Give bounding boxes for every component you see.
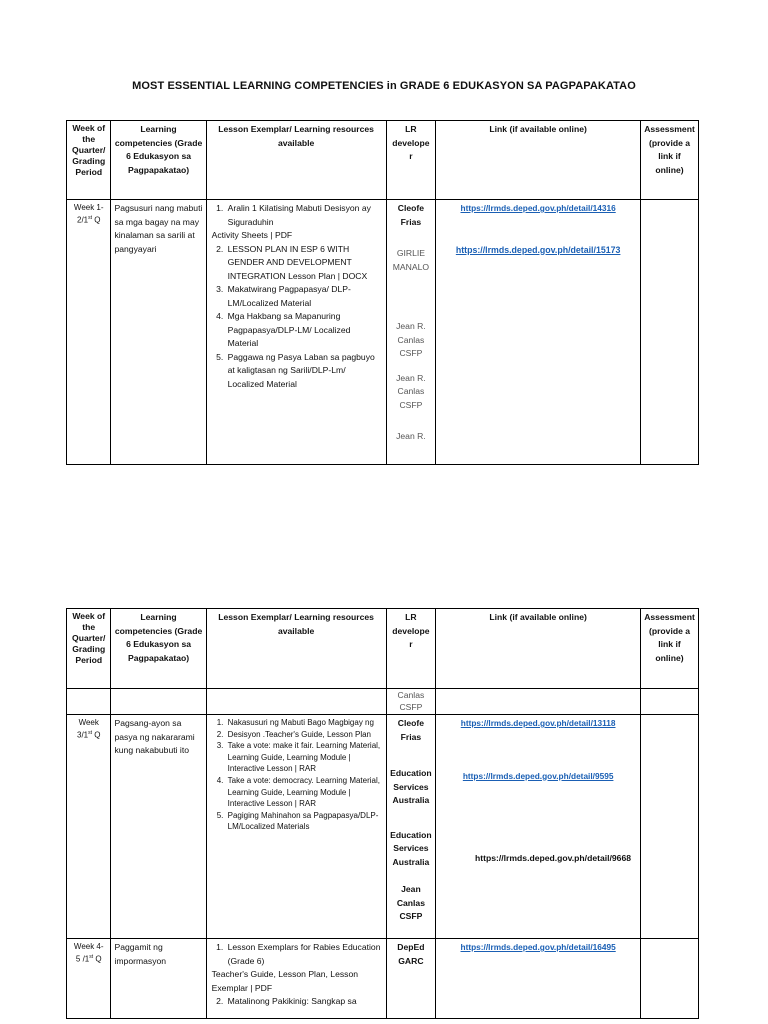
week-sup: st [88, 730, 93, 736]
lesson-item: 3. Take a vote: make it fair. Learning Material, Learning Guide, Learning Module | Interactive Lesson | RAR [226, 740, 383, 775]
lesson-item [211, 941, 383, 995]
week-label: Week 4- [73, 942, 104, 951]
lr-developer: DepEd GARC [397, 942, 425, 966]
assessment-cell [641, 689, 699, 715]
lr-developer: Education Services Australia [390, 768, 432, 805]
lr-developer: GIRLIE MANALO [392, 248, 430, 272]
lr-developer: Cleofe Frias [397, 718, 425, 742]
lesson-item: 2. Matalinong Pakikinig: Sangkap sa [226, 995, 383, 1009]
resource-link[interactable]: https://lrmds.deped.gov.ph/detail/9595 [462, 770, 614, 781]
lesson-cell [206, 200, 386, 465]
competency-cell: Pagsusuri nang mabuti sa mga bagay na may kinalaman sa sarili at pangyayari [111, 200, 206, 465]
competency-cell: Paggamit ng impormasyon [111, 939, 206, 1019]
resource-link[interactable]: https://lrmds.deped.gov.ph/detail/16495 [460, 942, 616, 952]
table-row [67, 689, 699, 715]
header-lesson: Lesson Exemplar/ Learning resources available [206, 609, 386, 689]
header-week: Week of the Quarter/ Grading Period [67, 121, 111, 200]
competencies-table-2 [66, 608, 699, 1019]
lesson-cell [206, 689, 386, 715]
header-competencies: Learning competencies (Grade 6 Edukasyon sa Pagpapakatao) [111, 609, 206, 689]
lr-developer-cell [386, 939, 436, 1019]
header-row [67, 121, 699, 200]
header-competencies: Learning competencies (Grade 6 Edukasyon sa Pagpapakatao) [111, 121, 206, 200]
header-link: Link (if available online) [436, 609, 641, 689]
header-assessment: Assessment (provide a link if online) [641, 609, 699, 689]
resource-link[interactable]: https://lrmds.deped.gov.ph/detail/13118 [460, 718, 616, 728]
table-row [67, 939, 699, 1019]
header-lr-developer: LR develope r [386, 121, 436, 200]
week-cell [67, 715, 111, 939]
competencies-table-1 [66, 120, 699, 465]
lesson-item-continuation: Activity Sheets | PDF [211, 230, 293, 240]
lesson-item: 1. Nakasusuri ng Mabuti Bago Magbigay ng [226, 717, 383, 729]
lesson-item-text: Aralin 1 Kilatising Mabuti Desisyon ay Siguraduhin [227, 203, 371, 227]
lesson-item: 5. Paggawa ng Pasya Laban sa pagbuyo at kaligtasan ng Sarili/DLP-Lm/ Localized Material [226, 351, 383, 392]
header-lr-developer: LR develope r [386, 609, 436, 689]
table-row [67, 200, 699, 465]
week-cell [67, 939, 111, 1019]
week-quarter: Q [92, 730, 101, 740]
week-quarter: Q [92, 215, 101, 225]
lr-developer: Education Services Australia [390, 829, 432, 867]
assessment-cell [641, 715, 699, 939]
lesson-item: 4. Take a vote: democracy. Learning Material, Learning Guide, Learning Module | Interactive Lesson | RAR [226, 775, 383, 810]
lesson-item-continuation: Teacher's Guide, Lesson Plan, Lesson Exemplar | PDF [211, 969, 359, 993]
header-link: Link (if available online) [436, 121, 641, 200]
document-title: MOST ESSENTIAL LEARNING COMPETENCIES in GRADE 6 EDUKASYON SA PAGPAPAKATAO [132, 80, 636, 92]
lr-developer-cell [386, 715, 436, 939]
link-cell [436, 939, 641, 1019]
lesson-item-text: Lesson Exemplars for Rabies Education (Grade 6) [227, 942, 381, 966]
lesson-item [211, 202, 383, 243]
lr-developer: Jean Canlas CSFP [396, 884, 425, 921]
lr-developer-cell [386, 689, 436, 715]
header-week: Week of the Quarter/ Grading Period [67, 609, 111, 689]
lesson-item: 3. Makatwirang Pagpapasya/ DLP-LM/Localized Material [226, 283, 383, 310]
week-label: Week 1- [73, 203, 104, 212]
week-sup: st [88, 215, 93, 221]
lesson-cell [206, 715, 386, 939]
link-cell [436, 689, 641, 715]
assessment-cell [641, 939, 699, 1019]
resource-link[interactable]: https://lrmds.deped.gov.ph/detail/14316 [460, 203, 616, 213]
link-cell [436, 200, 641, 465]
lesson-cell [206, 939, 386, 1019]
lr-developer: Cleofe Frias [397, 203, 425, 227]
resource-link-text: https://lrmds.deped.gov.ph/detail/9668 [475, 853, 632, 863]
lr-developer: Canlas CSFP [397, 690, 425, 712]
lesson-item: 2. Desisyon .Teacher's Guide, Lesson Plan [226, 729, 383, 741]
lr-developer: Jean R. Canlas CSFP [396, 372, 426, 410]
link-cell [436, 715, 641, 939]
lesson-item: 2. LESSON PLAN IN ESP 6 WITH GENDER AND DEVELOPMENT INTEGRATION Lesson Plan | DOCX [226, 243, 383, 284]
lr-developer: Jean R. [396, 431, 426, 441]
header-lesson: Lesson Exemplar/ Learning resources available [206, 121, 386, 200]
lr-developer-cell [386, 200, 436, 465]
week-quarter: Q [93, 954, 102, 964]
assessment-cell [641, 200, 699, 465]
header-row [67, 609, 699, 689]
competency-cell [111, 689, 206, 715]
lr-developer: Jean R. Canlas CSFP [396, 321, 426, 358]
week-label: 3/1 [77, 730, 89, 740]
lesson-item: 4. Mga Hakbang sa Mapanuring Pagpapasya/DLP-LM/ Localized Material [226, 310, 383, 351]
week-label: 2/1 [77, 215, 89, 225]
week-cell [67, 200, 111, 465]
competency-cell: Pagsang-ayon sa pasya ng nakararami kung nakabubuti ito [111, 715, 206, 939]
week-label: Week [78, 718, 99, 727]
week-sup: st [89, 954, 94, 960]
resource-link[interactable]: https://lrmds.deped.gov.ph/detail/15173 [455, 244, 621, 255]
lesson-item: 5. Pagiging Mahinahon sa Pagpapasya/DLP-LM/Localized Materials [226, 810, 383, 833]
week-cell [67, 689, 111, 715]
table-row [67, 715, 699, 939]
week-label: 5 /1 [75, 954, 90, 964]
header-assessment: Assessment (provide a link if online) [641, 121, 699, 200]
